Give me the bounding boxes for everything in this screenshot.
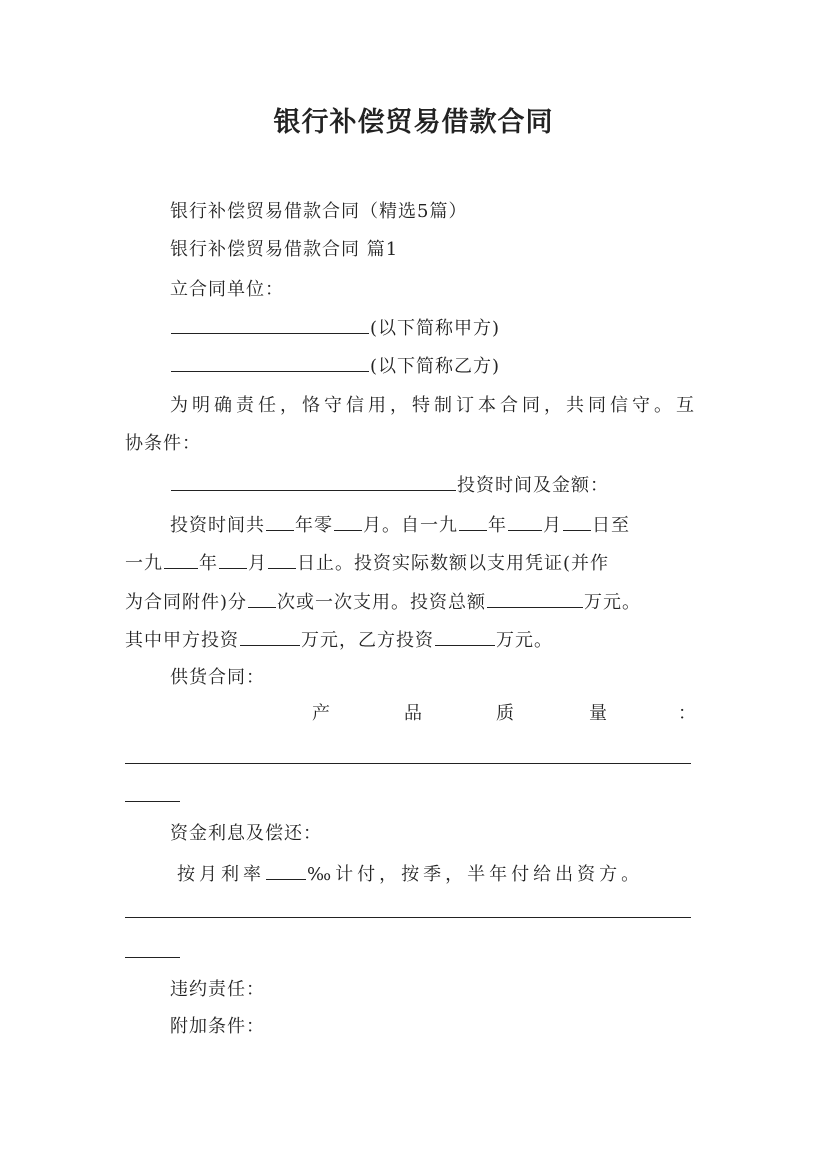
- blank-party-a-amount: [240, 625, 300, 646]
- interest-blank-line: [125, 917, 691, 918]
- party-b-line: [170, 351, 500, 381]
- blank-total-amount: [487, 587, 583, 608]
- text-segment: 投资时间共: [170, 515, 265, 536]
- blank-years: [266, 510, 294, 531]
- text-segment: ‰计付，按季，半年付给出资方。: [307, 864, 644, 885]
- intro-line-1: 为明确责任，恪守信用，特制订本合同，共同信守。互: [170, 395, 698, 416]
- blank-months: [334, 510, 362, 531]
- investment-line-1: [170, 510, 630, 540]
- investment-line-4: [125, 625, 553, 655]
- blank-end-day: [268, 548, 296, 569]
- quality-blank-line-end: [125, 801, 180, 802]
- section-heading: 银行补偿贸易借款合同 篇1: [170, 239, 399, 260]
- blank-installments: [248, 587, 276, 608]
- blank-end-month: [219, 548, 247, 569]
- quality-char: ：: [678, 703, 696, 724]
- investment-line-3: [125, 587, 641, 617]
- party-a-blank: [171, 313, 369, 334]
- subtitle: 银行补偿贸易借款合同（精选5篇）: [170, 201, 468, 222]
- blank-start-year: [459, 510, 487, 531]
- quality-blank-line: [125, 763, 691, 764]
- investment-heading-suffix: 投资时间及金额：: [457, 475, 609, 496]
- blank-party-b-amount: [435, 625, 495, 646]
- blank-monthly-rate: [266, 859, 306, 880]
- investment-heading: [170, 470, 609, 500]
- party-a-line: [170, 313, 500, 343]
- text-segment: 次或一次支用。投资总额: [277, 592, 487, 613]
- text-segment: 其中甲方投资: [125, 630, 239, 651]
- extra-label: 附加条件：: [170, 1016, 265, 1037]
- text-segment: 日至: [592, 515, 630, 536]
- supply-label: 供货合同：: [170, 667, 265, 688]
- text-segment: 万元，乙方投资: [301, 630, 434, 651]
- quality-char: 质: [496, 703, 514, 724]
- text-segment: 一九: [125, 553, 163, 574]
- text-segment: 按月利率: [177, 864, 265, 885]
- interest-line: [177, 859, 643, 889]
- interest-label: 资金利息及偿还：: [170, 823, 322, 844]
- document-title: 银行补偿贸易借款合同: [273, 107, 554, 138]
- quality-char: 产: [312, 703, 330, 724]
- text-segment: 为合同附件)分: [125, 592, 248, 613]
- quality-char: 量: [589, 703, 607, 724]
- party-a-suffix: (以下简称甲方): [370, 318, 501, 339]
- interest-blank-line-end: [125, 957, 180, 958]
- party-b-suffix: (以下简称乙方): [370, 356, 501, 377]
- text-segment: 万元。: [584, 592, 642, 613]
- investment-heading-blank: [171, 470, 456, 491]
- text-segment: 年零: [295, 515, 333, 536]
- text-segment: 月。自一九: [363, 515, 458, 536]
- text-segment: 年: [199, 553, 218, 574]
- blank-end-year: [164, 548, 198, 569]
- blank-start-month: [508, 510, 542, 531]
- blank-start-day: [563, 510, 591, 531]
- quality-char: 品: [404, 703, 422, 724]
- parties-label: 立合同单位：: [170, 279, 284, 300]
- text-segment: 日止。投资实际数额以支用凭证(并作: [297, 553, 610, 574]
- investment-line-2: [125, 548, 609, 578]
- text-segment: 万元。: [496, 630, 553, 651]
- text-segment: 年: [488, 515, 507, 536]
- text-segment: 月: [543, 515, 562, 536]
- party-b-blank: [171, 351, 369, 372]
- intro-line-2: 协条件：: [125, 433, 201, 454]
- breach-label: 违约责任：: [170, 979, 265, 1000]
- text-segment: 月: [248, 553, 267, 574]
